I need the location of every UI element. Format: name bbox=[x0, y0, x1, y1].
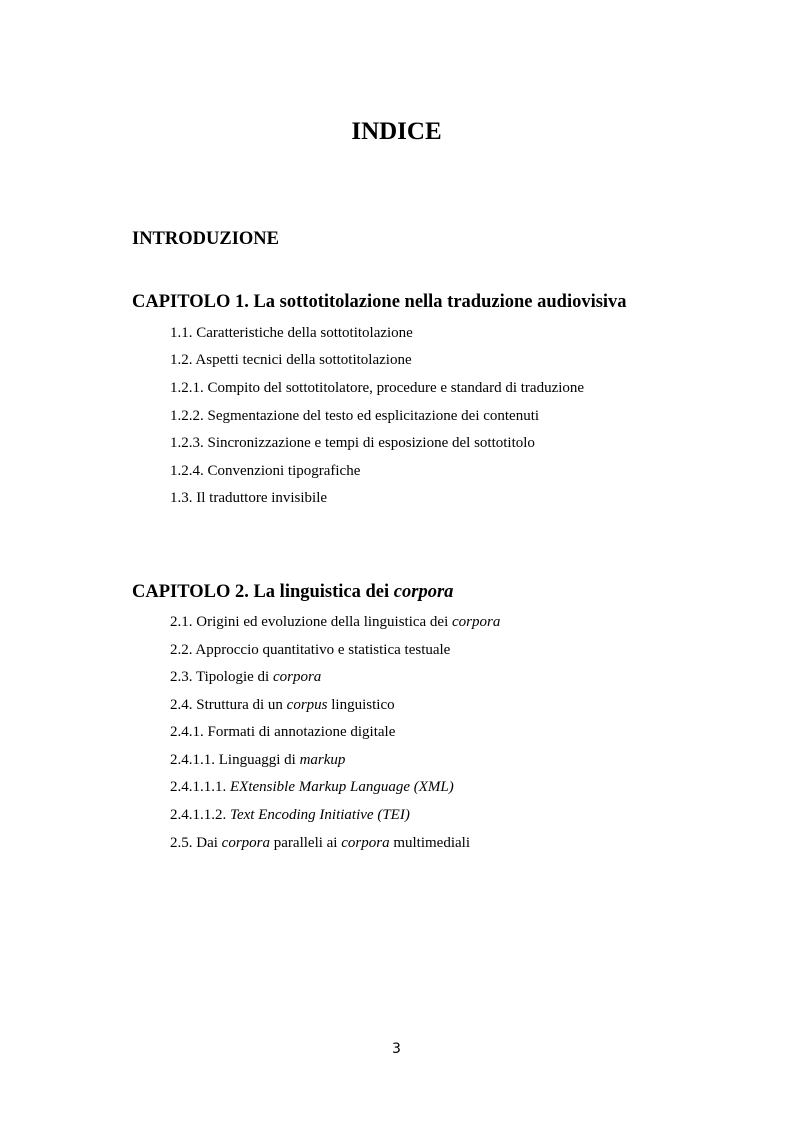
toc-introduction: INTRODUZIONE bbox=[132, 229, 279, 249]
entry-text: 2.2. Approccio quantitativo e statistica testuale bbox=[170, 642, 451, 658]
toc-entry-1-3: 1.3. Il traduttore invisibile bbox=[170, 490, 328, 506]
page-title: INDICE bbox=[351, 118, 442, 145]
entry-text-suffix: multimediali bbox=[389, 835, 470, 851]
toc-entry-1-1: 1.1. Caratteristiche della sottotitolazione bbox=[170, 325, 413, 341]
toc-entry-2-3 bbox=[170, 667, 321, 687]
entry-text-middle: paralleli ai bbox=[270, 835, 342, 851]
toc-entry-2-4 bbox=[170, 695, 395, 715]
entry-italic: markup bbox=[299, 752, 346, 768]
entry-italic: Text Encoding Initiative (TEI) bbox=[230, 807, 410, 823]
entry-text: 2.5. Dai bbox=[170, 835, 222, 851]
toc-entry-1-2-3: 1.2.3. Sincronizzazione e tempi di esposizione del sottotitolo bbox=[170, 435, 535, 451]
entry-italic: corpora bbox=[452, 614, 501, 630]
entry-text: 2.1. Origini ed evoluzione della linguistica dei bbox=[170, 614, 453, 630]
toc-entry-2-4-1-1-2 bbox=[170, 805, 410, 825]
entry-italic: corpora bbox=[272, 669, 322, 685]
entry-text: 2.4.1.1.2. bbox=[170, 807, 230, 823]
toc-entry-2-2 bbox=[170, 640, 450, 660]
toc-entry-2-1 bbox=[170, 612, 500, 632]
chapter-2-heading-text: CAPITOLO 2. La linguistica dei bbox=[132, 582, 394, 602]
toc-entry-1-2-1: 1.2.1. Compito del sottotitolatore, procedure e standard di traduzione bbox=[170, 380, 585, 396]
toc-entry-2-5 bbox=[170, 833, 470, 853]
entry-text: 2.4.1.1.1. bbox=[170, 779, 230, 795]
entry-italic: corpora bbox=[221, 835, 271, 851]
entry-text: 2.3. Tipologie di bbox=[170, 669, 273, 685]
toc-entry-1-2-2: 1.2.2. Segmentazione del testo ed esplicitazione dei contenuti bbox=[170, 408, 540, 424]
entry-text: 2.4.1.1. Linguaggi di bbox=[170, 752, 300, 768]
entry-text-suffix: linguistico bbox=[327, 697, 395, 713]
chapter-2-heading bbox=[132, 580, 453, 604]
chapter-2-heading-italic: corpora bbox=[393, 582, 454, 602]
entry-italic: EXtensible Markup Language (XML) bbox=[230, 779, 454, 795]
chapter-1-heading: CAPITOLO 1. La sottotitolazione nella traduzione audiovisiva bbox=[132, 292, 627, 312]
toc-entry-2-4-1-1 bbox=[170, 750, 345, 770]
page-number: 3 bbox=[392, 1041, 401, 1057]
entry-italic: corpus bbox=[286, 697, 328, 713]
toc-entry-2-4-1 bbox=[170, 722, 395, 742]
toc-entry-2-4-1-1-1 bbox=[170, 777, 454, 797]
toc-entry-1-2-4: 1.2.4. Convenzioni tipografiche bbox=[170, 463, 361, 479]
entry-text: 2.4. Struttura di un bbox=[170, 697, 287, 713]
toc-entry-1-2: 1.2. Aspetti tecnici della sottotitolazione bbox=[170, 352, 412, 368]
entry-text: 2.4.1. Formati di annotazione digitale bbox=[170, 724, 396, 740]
entry-italic-2: corpora bbox=[341, 835, 390, 851]
